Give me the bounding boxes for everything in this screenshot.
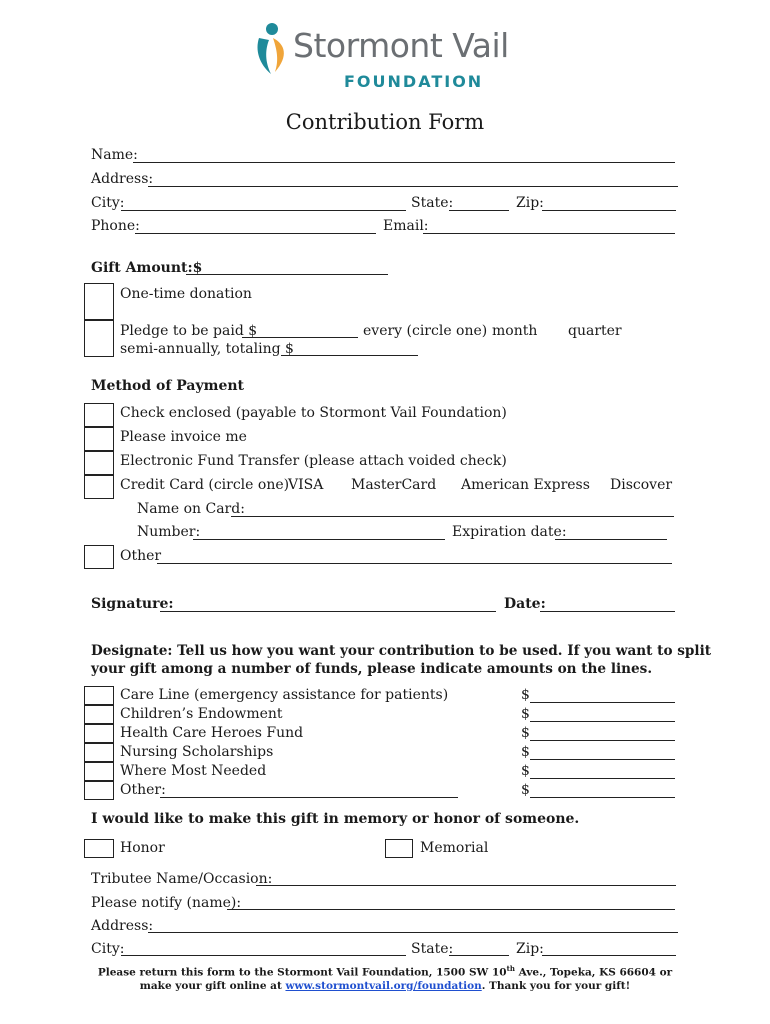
other-payment-label: Other: [120, 548, 162, 564]
invoice-label: Please invoice me: [120, 429, 247, 445]
fund-dollar-sign: $: [521, 687, 530, 703]
pledge-checkbox[interactable]: [84, 320, 114, 357]
signature-label: Signature:: [91, 596, 174, 612]
expiration-label: Expiration date:: [452, 524, 567, 540]
city-label: City:: [91, 195, 125, 211]
logo-name: Stormont Vail: [293, 26, 509, 65]
expiration-field[interactable]: [555, 539, 667, 540]
fund-amount-childrens[interactable]: [530, 721, 675, 722]
phone-label: Phone:: [91, 218, 140, 234]
fund-dollar-sign: $: [521, 706, 530, 722]
fund-amount-care-line[interactable]: [530, 702, 675, 703]
honor-label: Honor: [120, 840, 165, 856]
zip-label: Zip:: [516, 195, 544, 211]
credit-card-checkbox[interactable]: [84, 475, 114, 499]
gift-amount-field[interactable]: [186, 274, 388, 275]
fund-label-childrens: Children’s Endowment: [120, 706, 283, 722]
card-option-visa[interactable]: VISA: [288, 477, 324, 493]
eft-checkbox[interactable]: [84, 451, 114, 475]
card-option-discover[interactable]: Discover: [610, 477, 673, 493]
state-field[interactable]: [449, 210, 509, 211]
pledge-label: Pledge to be paid $: [120, 323, 258, 339]
credit-card-label: Credit Card (circle one): [120, 477, 290, 493]
fund-dollar-sign: $: [521, 763, 530, 779]
page-title: Contribution Form: [285, 110, 485, 134]
address-label: Address:: [91, 171, 154, 187]
check-checkbox[interactable]: [84, 403, 114, 427]
fund-label-most-needed: Where Most Needed: [120, 763, 267, 779]
card-number-field[interactable]: [193, 539, 445, 540]
tribute-state-field[interactable]: [449, 955, 509, 956]
foundation-website-link[interactable]: www.stormontvail.org/foundation: [285, 980, 482, 992]
email-field[interactable]: [423, 233, 675, 234]
tribute-heading: I would like to make this gift in memory or honor of someone.: [91, 811, 580, 827]
fund-label-other: Other:: [120, 782, 166, 798]
notify-label: Please notify (name):: [91, 895, 242, 911]
date-label: Date:: [504, 596, 546, 612]
tribute-state-label: State:: [411, 941, 454, 957]
foundation-logo-icon: [253, 22, 291, 78]
state-label: State:: [411, 195, 454, 211]
city-field[interactable]: [121, 210, 406, 211]
card-number-label: Number:: [137, 524, 201, 540]
name-on-card-label: Name on Card:: [137, 501, 245, 517]
signature-field[interactable]: [160, 611, 496, 612]
name-label: Name:: [91, 147, 138, 163]
tribute-city-field[interactable]: [121, 955, 406, 956]
fund-checkbox-care-line[interactable]: [84, 686, 114, 705]
pledge-quarter-option[interactable]: quarter: [568, 323, 622, 339]
fund-checkbox-heroes[interactable]: [84, 724, 114, 743]
fund-label-heroes: Health Care Heroes Fund: [120, 725, 304, 741]
tribute-zip-label: Zip:: [516, 941, 544, 957]
fund-amount-other[interactable]: [530, 797, 675, 798]
zip-field[interactable]: [542, 210, 676, 211]
fund-amount-most-needed[interactable]: [530, 778, 675, 779]
one-time-checkbox[interactable]: [84, 283, 114, 320]
one-time-label: One-time donation: [120, 286, 252, 302]
fund-dollar-sign: $: [521, 725, 530, 741]
footer-line-2: make your gift online at www.stormontvail.org/foundation. Thank you for your gift!: [139, 980, 631, 992]
pledge-semiannual-label: semi-annually, totaling $: [120, 341, 294, 357]
pledge-amount-field[interactable]: [242, 337, 358, 338]
date-field[interactable]: [540, 611, 675, 612]
address-field[interactable]: [148, 186, 678, 187]
memorial-label: Memorial: [420, 840, 489, 856]
fund-label-care-line: Care Line (emergency assistance for patients): [120, 687, 449, 703]
other-payment-checkbox[interactable]: [84, 545, 114, 569]
invoice-checkbox[interactable]: [84, 427, 114, 451]
tribute-address-label: Address:: [91, 918, 154, 934]
tribute-city-label: City:: [91, 941, 125, 957]
designate-heading-1: Designate: Tell us how you want your contribution to be used. If you want to split: [91, 643, 712, 659]
memorial-checkbox[interactable]: [385, 839, 413, 858]
name-on-card-field[interactable]: [231, 516, 674, 517]
pledge-total-field[interactable]: [281, 355, 418, 356]
email-label: Email:: [383, 218, 429, 234]
tributee-label: Tributee Name/Occasion:: [91, 871, 273, 887]
phone-field[interactable]: [135, 233, 376, 234]
designate-heading-2: your gift among a number of funds, please indicate amounts on the lines.: [91, 661, 653, 677]
fund-label-nursing: Nursing Scholarships: [120, 744, 274, 760]
other-payment-field[interactable]: [157, 563, 672, 564]
pledge-every-label: every (circle one): [363, 323, 488, 339]
tribute-zip-field[interactable]: [542, 955, 676, 956]
tribute-address-field[interactable]: [148, 932, 678, 933]
fund-checkbox-nursing[interactable]: [84, 743, 114, 762]
pledge-month-option[interactable]: month: [492, 323, 538, 339]
logo-subtitle: FOUNDATION: [344, 72, 484, 91]
footer-line-1: Please return this form to the Stormont Vail Foundation, 1500 SW 10th Ave., Topeka, KS 66604 or: [97, 964, 673, 979]
fund-amount-heroes[interactable]: [530, 740, 675, 741]
fund-checkbox-other[interactable]: [84, 781, 114, 800]
tributee-field[interactable]: [256, 885, 676, 886]
fund-dollar-sign: $: [521, 744, 530, 760]
fund-dollar-sign: $: [521, 782, 530, 798]
gift-amount-label: Gift Amount:$: [91, 260, 203, 276]
fund-checkbox-most-needed[interactable]: [84, 762, 114, 781]
name-field[interactable]: [133, 162, 675, 163]
check-label: Check enclosed (payable to Stormont Vail Foundation): [120, 405, 507, 421]
fund-checkbox-childrens[interactable]: [84, 705, 114, 724]
fund-amount-nursing[interactable]: [530, 759, 675, 760]
honor-checkbox[interactable]: [84, 839, 114, 858]
notify-field[interactable]: [227, 909, 675, 910]
payment-heading: Method of Payment: [91, 378, 245, 394]
eft-label: Electronic Fund Transfer (please attach voided check): [120, 453, 507, 469]
fund-other-name-field[interactable]: [160, 797, 458, 798]
card-option-mastercard[interactable]: MasterCard: [351, 477, 437, 493]
card-option-amex[interactable]: American Express: [461, 477, 590, 493]
